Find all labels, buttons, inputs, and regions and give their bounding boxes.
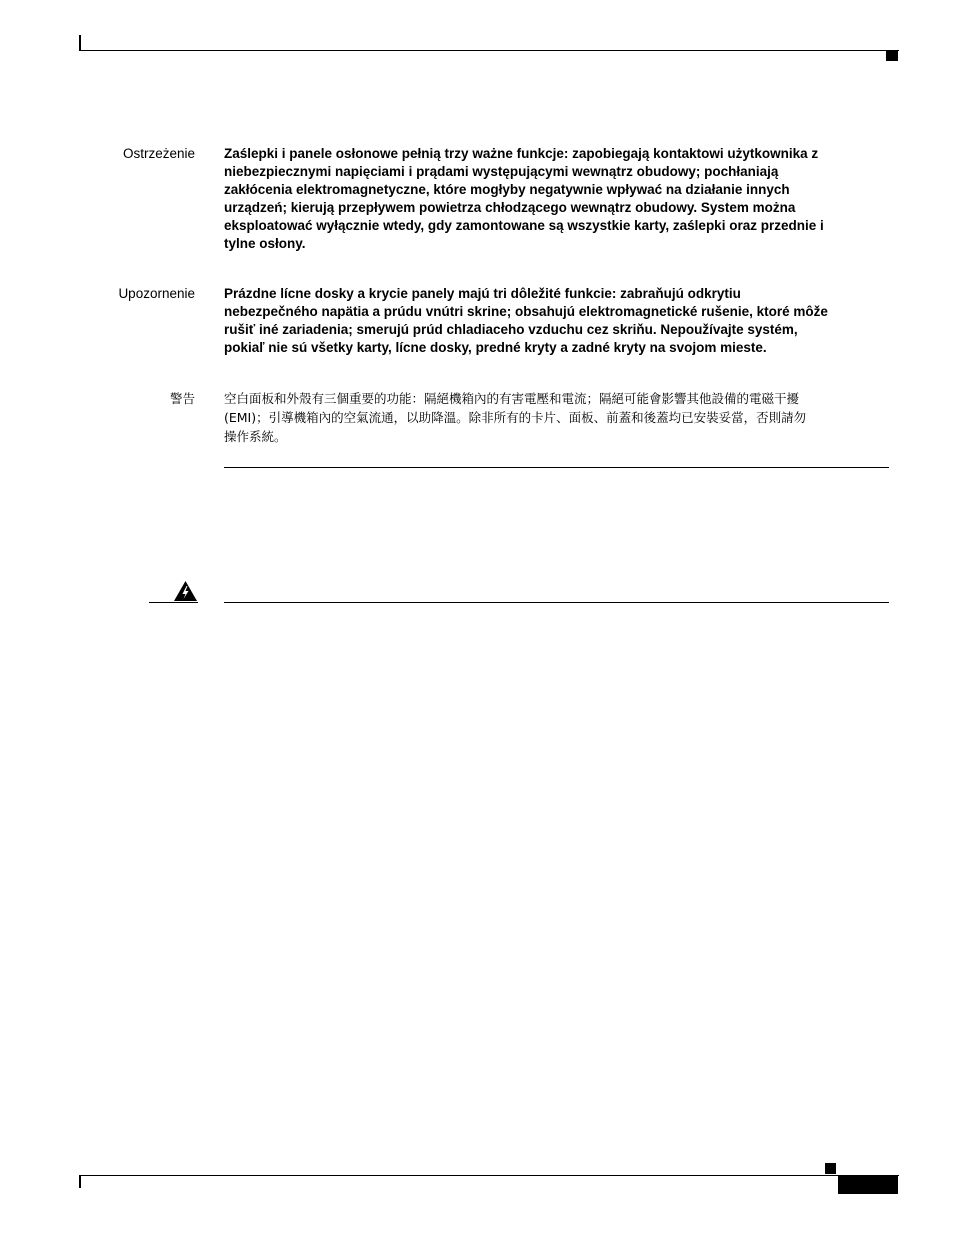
text-line: pokiaľ nie sú všetky karty, lícne dosky, predné kryty a zadné kryty na svojom mieste. xyxy=(224,340,767,355)
text-line: Zaślepki i panele osłonowe pełnią trzy ważne funkcje: zapobiegają kontaktowi użytkownika z xyxy=(224,146,819,161)
text-line: 操作系統。 xyxy=(224,429,287,444)
header-rule xyxy=(79,50,899,51)
text-line: niebezpiecznymi napięciami i prądami występującymi wewnątrz obudowy; pochłaniają xyxy=(224,164,779,179)
warning-icon-underline xyxy=(149,602,198,603)
footer-marker xyxy=(825,1163,836,1174)
header-marker xyxy=(886,50,898,61)
warning-label-slovak: Upozornenie xyxy=(118,286,195,301)
text-line: rušiť iné zariadenia; smerujú prúd chladiaceho vzduchu cez skriňu. Nepoužívajte systém, xyxy=(224,322,798,337)
warning-text-polish xyxy=(224,145,892,253)
section-separator xyxy=(224,467,889,468)
warning-label-chinese: 警告 xyxy=(169,391,195,406)
header-corner-tick xyxy=(79,35,81,51)
text-line: 空白面板和外殼有三個重要的功能：隔絕機箱內的有害電壓和電流；隔絕可能會影響其他設備的電磁干擾 xyxy=(224,391,800,406)
text-line: zakłócenia elektromagnetyczne, które mogłyby negatywnie wpływać na działanie innych xyxy=(224,182,790,197)
footer-page-tab xyxy=(838,1175,898,1194)
warning-label-polish: Ostrzeżenie xyxy=(122,146,195,161)
text-line: Prázdne lícne dosky a krycie panely majú tri dôležité funkcie: zabraňujú odkrytiu xyxy=(224,286,741,301)
footer-rule xyxy=(79,1175,899,1176)
warning-text-chinese xyxy=(224,389,892,446)
warning-triangle-lightning-icon xyxy=(173,580,198,602)
warning-text-slovak xyxy=(224,285,892,357)
footer-corner-tick xyxy=(79,1175,81,1188)
text-line: eksploatować wyłącznie wtedy, gdy zamontowane są wszystkie karty, zaślepki oraz przednie i xyxy=(224,218,824,233)
warning-rule xyxy=(224,602,889,603)
text-line: urządzeń; kierują przepływem powietrza chłodzącego wewnątrz obudowy. System można xyxy=(224,200,796,215)
text-line: tylne osłony. xyxy=(224,236,306,251)
text-line: nebezpečného napätia a prúdu vnútri skrine; obsahujú elektromagnetické rušenie, ktoré môže xyxy=(224,304,828,319)
text-line: (EMI)；引導機箱內的空氣流通，以助降溫。除非所有的卡片、面板、前蓋和後蓋均已安裝妥當，否則請勿 xyxy=(224,410,807,425)
